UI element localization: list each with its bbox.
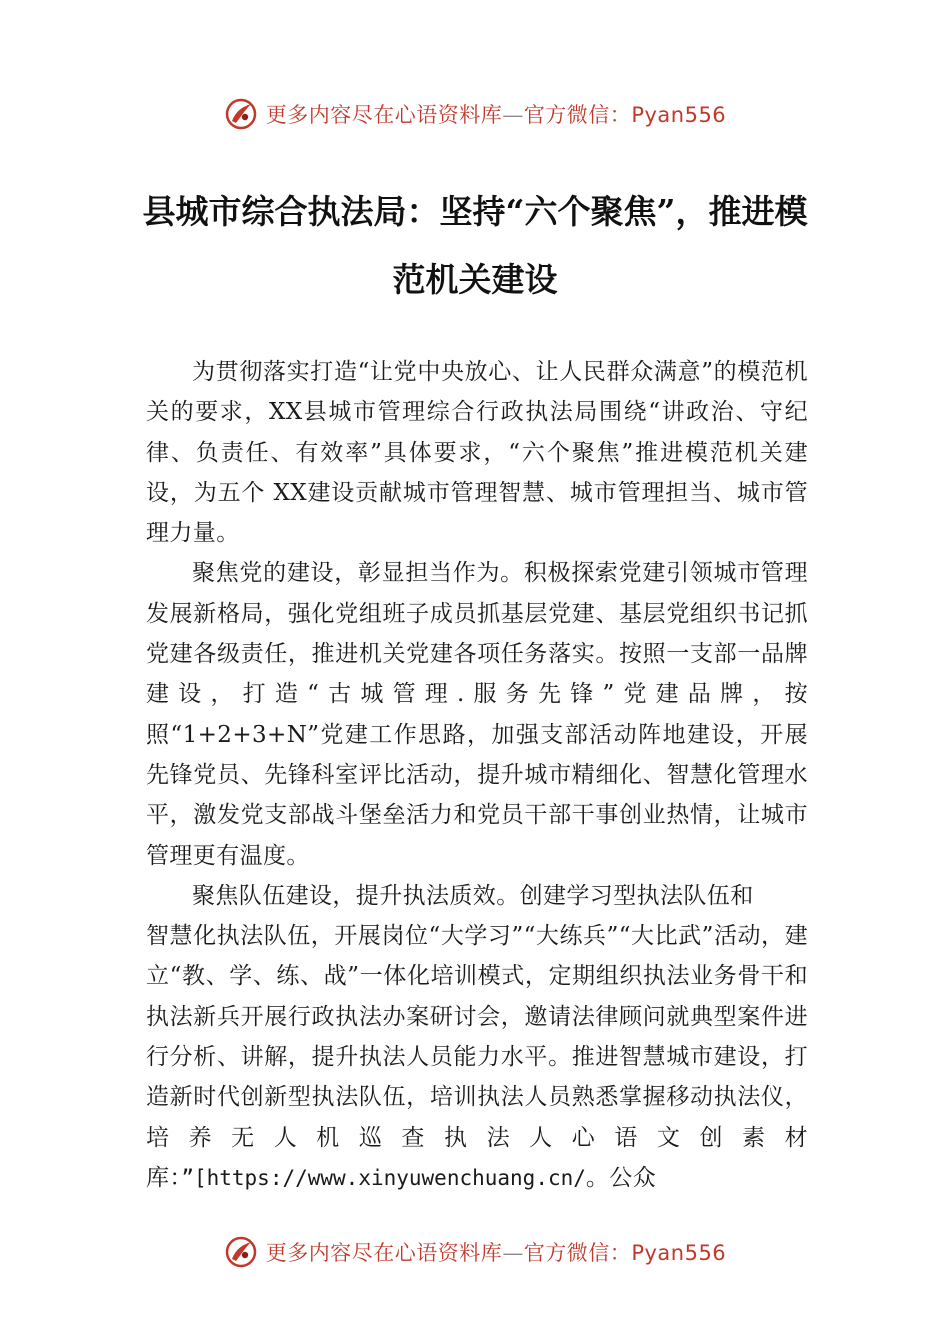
source-prefix: 语文创素材库： (146, 1124, 809, 1191)
source-suffix: 。公众 (585, 1164, 657, 1191)
continuation-text: 智慧化执法队伍，开展岗位“大学习”“大练兵”“大比武”活动，建立“教、学、练、战”一体化培训模式，定期组织执法业务骨干和执法新兵开展行政执法办案研讨会，邀请法律顾问就典型案件进行分析、讲解，提升执法人员能力水平。推进智慧城市建设，打造新时代创新型执法队伍，培训执法人员熟悉掌握移动执法仪，培养无人机巡查执法人心 (146, 923, 808, 1151)
document-title: 县城市综合执法局：坚持“六个聚焦”，推进模范机关建设 (142, 192, 808, 299)
paragraph-team-building-continued (146, 916, 808, 1198)
paragraph-team-building: 聚焦队伍建设，提升执法质效。创建学习型执法队伍和 (192, 882, 754, 909)
watermark-banner-bottom (0, 1232, 950, 1272)
banner-text: 更多内容尽在心语资料库—官方微信：Pyan556 (265, 1241, 727, 1265)
banner-text: 更多内容尽在心语资料库—官方微信：Pyan556 (265, 103, 727, 127)
watermark-banner-top (0, 94, 950, 134)
document-body (146, 352, 808, 1198)
brush-logo-icon (224, 97, 258, 131)
source-url[interactable]: ”[https://www.xinyuwenchuang.cn/ (181, 1165, 586, 1190)
paragraph-party-building: 聚焦党的建设，彰显担当作为。积极探索党建引领城市管理发展新格局，强化党组班子成员抓基层党建、基层党组织书记抓党建各级责任，推进机关党建各项任务落实。按照一支部一品牌建设，打造“古城管理.服务先锋”党建品牌，按照“1+2+3+N”党建工作思路，加强支部活动阵地建设，开展先锋党员、先锋科室评比活动，提升城市精细化、智慧化管理水平，激发党支部战斗堡垒活力和党员干部干事创业热情，让城市管理更有温度。 (146, 560, 808, 869)
brush-logo-icon (224, 1235, 258, 1269)
paragraph-intro: 为贯彻落实打造“让党中央放心、让人民群众满意”的模范机关的要求，XX县城市管理综合行政执法局围绕“讲政治、守纪律、负责任、有效率”具体要求，“六个聚焦”推进模范机关建设，为五个 XX建设贡献城市管理智慧、城市管理担当、城市管理力量。 (146, 359, 808, 547)
